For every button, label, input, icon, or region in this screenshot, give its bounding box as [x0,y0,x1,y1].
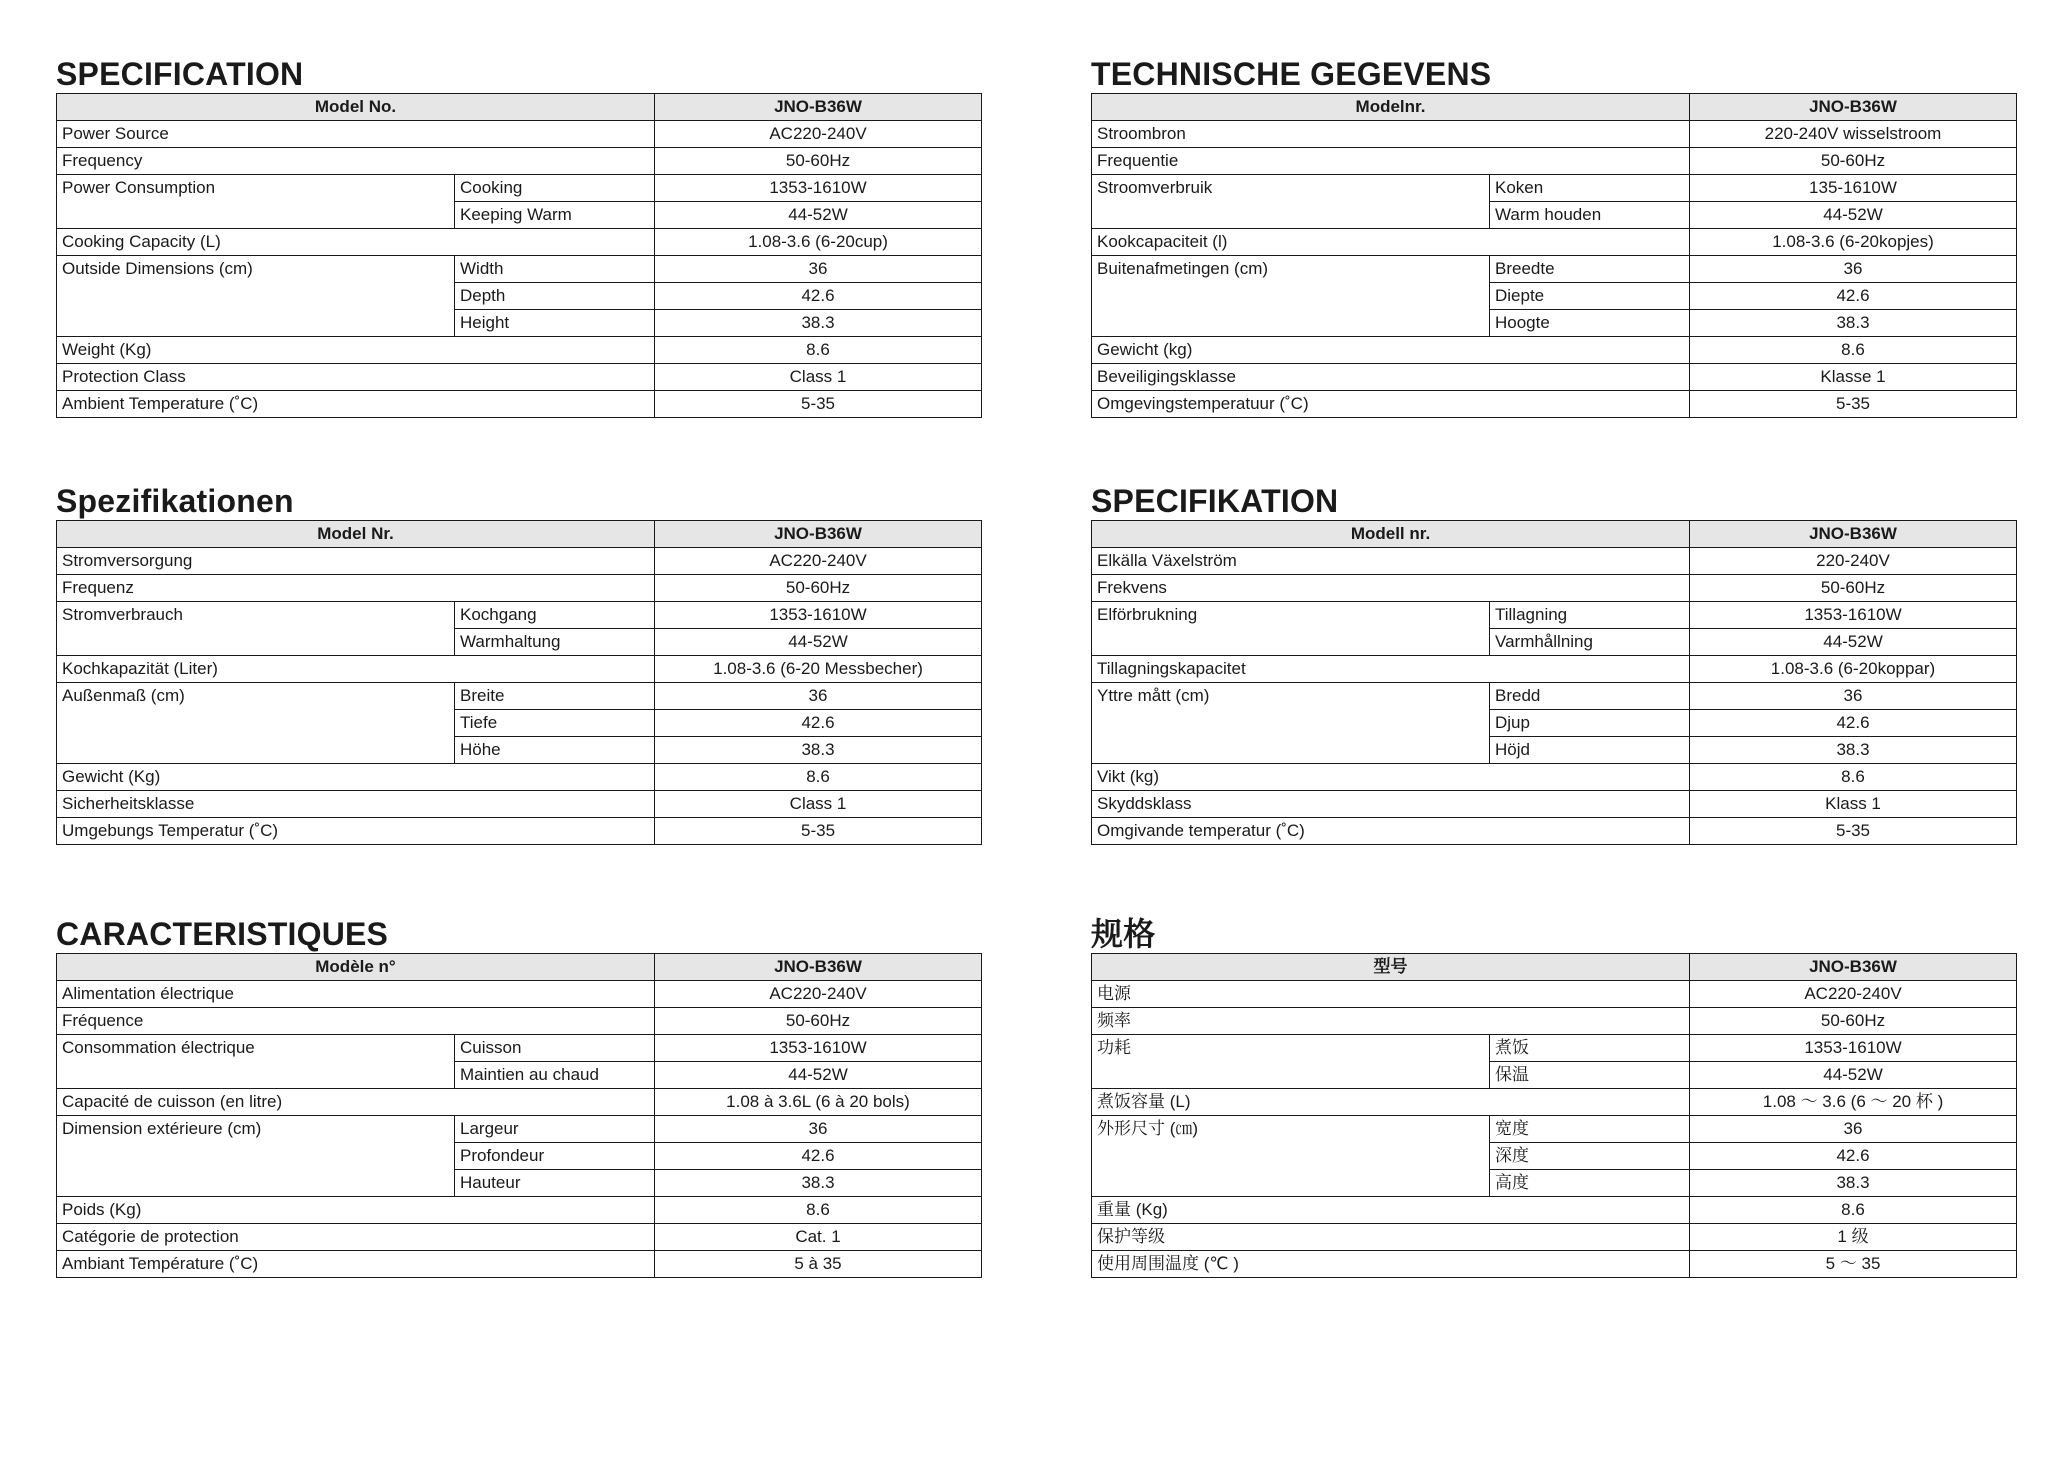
dimensions-label: Außenmaß (cm) [57,683,455,764]
table-row [1092,1035,2017,1062]
capacity-value: 1.08-3.6 (6-20kopjes) [1690,229,2017,256]
keeping-warm-label: Warmhaltung [455,629,655,656]
capacity-label: Kochkapazität (Liter) [57,656,655,683]
spec-section-dutch [1091,55,2016,418]
model-label: 型号 [1092,954,1690,981]
ambient-label: 使用周围温度 (℃ ) [1092,1251,1690,1278]
height-value: 38.3 [1690,310,2017,337]
spec-section-chinese [1091,915,2016,1278]
keeping-warm-label: Varmhållning [1490,629,1690,656]
capacity-value: 1.08-3.6 (6-20cup) [655,229,982,256]
width-value: 36 [1690,1116,2017,1143]
protection-value: Cat. 1 [655,1224,982,1251]
protection-value: Class 1 [655,364,982,391]
section-title: SPECIFIKATION [1091,483,1339,519]
weight-label: Poids (Kg) [57,1197,655,1224]
keeping-warm-value: 44-52W [1690,1062,2017,1089]
model-label: Modell nr. [1092,521,1690,548]
dimensions-label: Buitenafmetingen (cm) [1092,256,1490,337]
table-row [57,1224,982,1251]
table-row [57,391,982,418]
table-row [57,337,982,364]
table-row [57,148,982,175]
depth-label: Djup [1490,710,1690,737]
capacity-label: Cooking Capacity (L) [57,229,655,256]
depth-label: Tiefe [455,710,655,737]
table-header-row [1092,954,2017,981]
height-value: 38.3 [1690,1170,2017,1197]
cooking-label: Kochgang [455,602,655,629]
model-value: JNO-B36W [1690,954,2017,981]
table-row [1092,1251,2017,1278]
depth-value: 42.6 [1690,283,2017,310]
table-row [1092,656,2017,683]
model-value: JNO-B36W [655,94,982,121]
cooking-value: 1353-1610W [1690,602,2017,629]
depth-label: 深度 [1490,1143,1690,1170]
keeping-warm-value: 44-52W [655,1062,982,1089]
frequency-value: 50-60Hz [1690,148,2017,175]
keeping-warm-label: Warm houden [1490,202,1690,229]
dimensions-label: Yttre mått (cm) [1092,683,1490,764]
spec-table [1091,93,2017,418]
power-source-label: Alimentation électrique [57,981,655,1008]
width-label: Breite [455,683,655,710]
weight-value: 8.6 [1690,1197,2017,1224]
capacity-value: 1.08-3.6 (6-20 Messbecher) [655,656,982,683]
table-header-row [1092,94,2017,121]
power-consumption-label: Power Consumption [57,175,455,229]
table-row [57,548,982,575]
power-source-value: AC220-240V [655,981,982,1008]
table-row [57,1251,982,1278]
frequency-value: 50-60Hz [655,148,982,175]
capacity-label: Capacité de cuisson (en litre) [57,1089,655,1116]
power-source-label: Stroombron [1092,121,1690,148]
frequency-value: 50-60Hz [1690,1008,2017,1035]
protection-label: Skyddsklass [1092,791,1690,818]
ambient-label: Umgebungs Temperatur (˚C) [57,818,655,845]
table-row [1092,364,2017,391]
ambient-label: Ambiant Température (˚C) [57,1251,655,1278]
table-row [1092,1197,2017,1224]
power-source-value: AC220-240V [655,121,982,148]
section-title: TECHNISCHE GEGEVENS [1091,56,1492,92]
dimensions-label: Dimension extérieure (cm) [57,1116,455,1197]
table-row [1092,791,2017,818]
spec-table [56,520,982,845]
protection-label: 保护等级 [1092,1224,1690,1251]
table-row [57,256,982,283]
table-row [57,981,982,1008]
width-label: 宽度 [1490,1116,1690,1143]
protection-value: Class 1 [655,791,982,818]
model-value: JNO-B36W [1690,521,2017,548]
keeping-warm-label: Maintien au chaud [455,1062,655,1089]
table-row [1092,981,2017,1008]
frequency-label: Frekvens [1092,575,1690,602]
weight-value: 8.6 [1690,337,2017,364]
cooking-value: 1353-1610W [655,175,982,202]
ambient-label: Ambient Temperature (˚C) [57,391,655,418]
table-header-row [57,954,982,981]
table-row [1092,764,2017,791]
protection-label: Beveiligingsklasse [1092,364,1690,391]
height-label: Hauteur [455,1170,655,1197]
spec-section-swedish [1091,482,2016,845]
cooking-value: 135-1610W [1690,175,2017,202]
ambient-label: Omgevingstemperatuur (˚C) [1092,391,1690,418]
height-label: Höhe [455,737,655,764]
height-label: 高度 [1490,1170,1690,1197]
width-label: Bredd [1490,683,1690,710]
height-label: Height [455,310,655,337]
table-row [1092,1008,2017,1035]
power-consumption-label: Stromverbrauch [57,602,455,656]
ambient-label: Omgivande temperatur (˚C) [1092,818,1690,845]
ambient-value: 5-35 [655,818,982,845]
height-value: 38.3 [655,1170,982,1197]
depth-label: Depth [455,283,655,310]
power-source-label: Power Source [57,121,655,148]
height-value: 38.3 [655,310,982,337]
table-row [1092,256,2017,283]
table-row [57,175,982,202]
cooking-label: Cuisson [455,1035,655,1062]
height-value: 38.3 [655,737,982,764]
table-header-row [57,521,982,548]
model-label: Modèle n° [57,954,655,981]
frequency-value: 50-60Hz [1690,575,2017,602]
frequency-label: Frequency [57,148,655,175]
power-consumption-label: Stroomverbruik [1092,175,1490,229]
keeping-warm-label: 保温 [1490,1062,1690,1089]
table-row [57,1035,982,1062]
table-row [1092,391,2017,418]
table-row [57,818,982,845]
spec-section-english [56,55,981,418]
capacity-value: 1.08 ～ 3.6 (6 ～ 20 杯 ) [1690,1089,2017,1116]
height-label: Hoogte [1490,310,1690,337]
table-row [1092,148,2017,175]
width-value: 36 [655,683,982,710]
spec-table [1091,953,2017,1278]
section-title: Spezifikationen [56,483,294,519]
capacity-value: 1.08-3.6 (6-20koppar) [1690,656,2017,683]
capacity-label: Tillagningskapacitet [1092,656,1690,683]
protection-value: 1 级 [1690,1224,2017,1251]
weight-value: 8.6 [655,337,982,364]
cooking-value: 1353-1610W [655,1035,982,1062]
keeping-warm-value: 44-52W [655,629,982,656]
table-row [57,229,982,256]
ambient-value: 5-35 [1690,391,2017,418]
depth-value: 42.6 [1690,710,2017,737]
cooking-label: Tillagning [1490,602,1690,629]
weight-label: Vikt (kg) [1092,764,1690,791]
power-source-label: Elkälla Växelström [1092,548,1690,575]
table-row [57,1197,982,1224]
frequency-value: 50-60Hz [655,575,982,602]
table-row [57,121,982,148]
table-row [1092,683,2017,710]
ambient-value: 5-35 [1690,818,2017,845]
capacity-value: 1.08 à 3.6L (6 à 20 bols) [655,1089,982,1116]
model-label: Model Nr. [57,521,655,548]
depth-value: 42.6 [655,283,982,310]
table-row [1092,818,2017,845]
weight-value: 8.6 [1690,764,2017,791]
width-label: Breedte [1490,256,1690,283]
spec-table [56,93,982,418]
power-source-value: 220-240V wisselstroom [1690,121,2017,148]
depth-value: 42.6 [655,1143,982,1170]
keeping-warm-value: 44-52W [655,202,982,229]
table-row [1092,575,2017,602]
frequency-label: Frequentie [1092,148,1690,175]
table-row [1092,229,2017,256]
capacity-label: 煮饭容量 (L) [1092,1089,1690,1116]
power-source-value: AC220-240V [1690,981,2017,1008]
power-consumption-label: Consommation électrique [57,1035,455,1089]
spec-table [1091,520,2017,845]
table-row [1092,548,2017,575]
height-label: Höjd [1490,737,1690,764]
table-row [57,1116,982,1143]
protection-label: Protection Class [57,364,655,391]
cooking-label: Koken [1490,175,1690,202]
table-row [1092,175,2017,202]
spec-table [56,953,982,1278]
power-consumption-label: 功耗 [1092,1035,1490,1089]
cooking-label: Cooking [455,175,655,202]
table-row [57,1089,982,1116]
weight-value: 8.6 [655,1197,982,1224]
table-row [57,764,982,791]
dimensions-label: 外形尺寸 (㎝) [1092,1116,1490,1197]
weight-label: Gewicht (kg) [1092,337,1690,364]
weight-label: Gewicht (Kg) [57,764,655,791]
weight-label: Weight (Kg) [57,337,655,364]
frequency-value: 50-60Hz [655,1008,982,1035]
protection-value: Klass 1 [1690,791,2017,818]
depth-label: Diepte [1490,283,1690,310]
table-row [57,602,982,629]
model-label: Model No. [57,94,655,121]
power-source-value: AC220-240V [655,548,982,575]
model-value: JNO-B36W [655,521,982,548]
power-source-label: 电源 [1092,981,1690,1008]
table-row [57,1008,982,1035]
table-row [1092,1089,2017,1116]
width-label: Width [455,256,655,283]
width-value: 36 [655,1116,982,1143]
spec-section-french [56,915,981,1278]
section-title: SPECIFICATION [56,56,304,92]
cooking-value: 1353-1610W [655,602,982,629]
section-title: CARACTERISTIQUES [56,916,389,952]
power-source-label: Stromversorgung [57,548,655,575]
table-row [57,575,982,602]
table-row [57,364,982,391]
keeping-warm-value: 44-52W [1690,629,2017,656]
frequency-label: Frequenz [57,575,655,602]
capacity-label: Kookcapaciteit (l) [1092,229,1690,256]
table-row [1092,1224,2017,1251]
ambient-value: 5 à 35 [655,1251,982,1278]
power-source-value: 220-240V [1690,548,2017,575]
width-label: Largeur [455,1116,655,1143]
cooking-label: 煮饭 [1490,1035,1690,1062]
width-value: 36 [655,256,982,283]
depth-value: 42.6 [655,710,982,737]
keeping-warm-label: Keeping Warm [455,202,655,229]
width-value: 36 [1690,683,2017,710]
table-row [1092,121,2017,148]
spec-section-german [56,482,981,845]
ambient-value: 5 ～ 35 [1690,1251,2017,1278]
model-label: Modelnr. [1092,94,1690,121]
model-value: JNO-B36W [1690,94,2017,121]
cooking-value: 1353-1610W [1690,1035,2017,1062]
table-row [57,791,982,818]
frequency-label: 频率 [1092,1008,1690,1035]
table-row [57,683,982,710]
model-value: JNO-B36W [655,954,982,981]
ambient-value: 5-35 [655,391,982,418]
dimensions-label: Outside Dimensions (cm) [57,256,455,337]
protection-label: Catégorie de protection [57,1224,655,1251]
depth-value: 42.6 [1690,1143,2017,1170]
protection-value: Klasse 1 [1690,364,2017,391]
table-header-row [57,94,982,121]
table-row [1092,337,2017,364]
section-title: 规格 [1091,916,1156,952]
weight-label: 重量 (Kg) [1092,1197,1690,1224]
frequency-label: Fréquence [57,1008,655,1035]
power-consumption-label: Elförbrukning [1092,602,1490,656]
protection-label: Sicherheitsklasse [57,791,655,818]
keeping-warm-value: 44-52W [1690,202,2017,229]
height-value: 38.3 [1690,737,2017,764]
depth-label: Profondeur [455,1143,655,1170]
table-header-row [1092,521,2017,548]
table-row [57,656,982,683]
weight-value: 8.6 [655,764,982,791]
table-row [1092,602,2017,629]
table-row [1092,1116,2017,1143]
width-value: 36 [1690,256,2017,283]
